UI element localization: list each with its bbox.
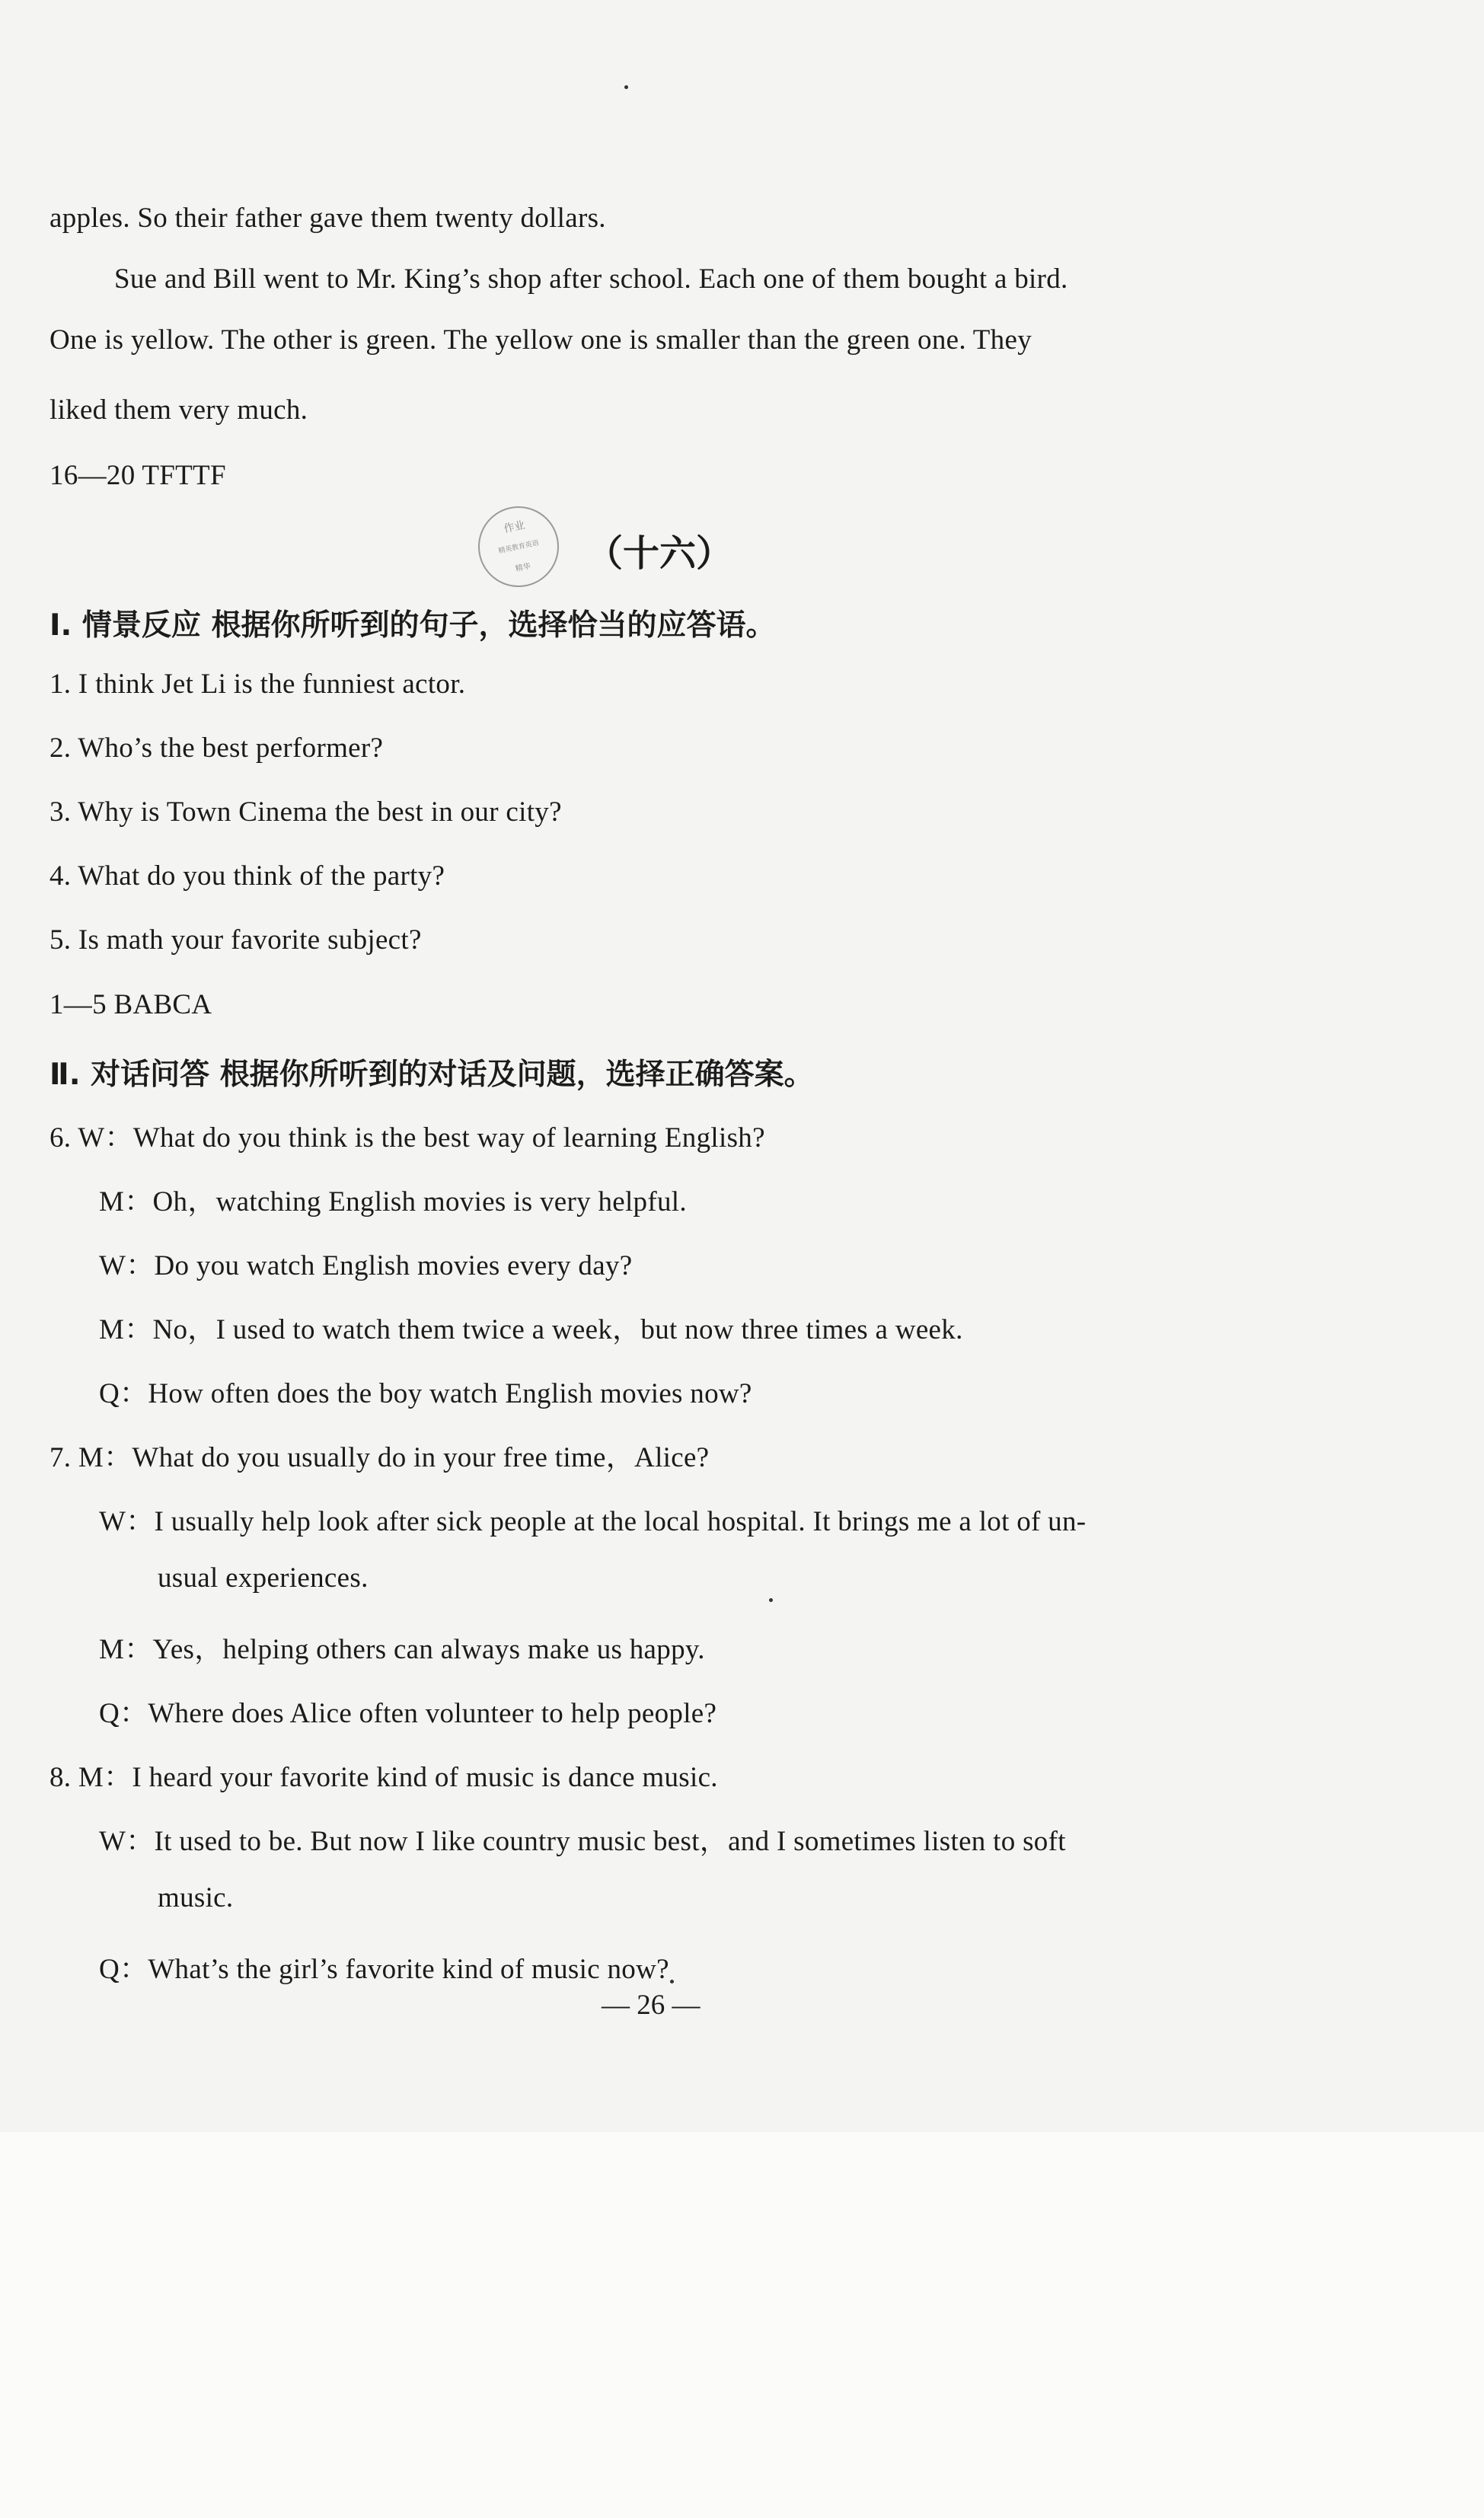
text-line: One is yellow. The other is green. The yellow one is smaller than the green one. They bbox=[49, 324, 1032, 356]
question-item: 1. I think Jet Li is the funniest actor. bbox=[49, 669, 466, 700]
blank-margin bbox=[0, 2132, 1484, 2518]
dialogue-line: 7. M：What do you usually do in your free time，Alice? bbox=[49, 1442, 710, 1473]
text-line: Sue and Bill went to Mr. King’s shop after school. Each one of them bought a bird. bbox=[114, 263, 1068, 295]
speck bbox=[624, 85, 628, 89]
dialogue-line: M：No，I used to watch them twice a week，but now three times a week. bbox=[99, 1314, 963, 1345]
seal-text: 作业 bbox=[503, 519, 526, 536]
dialogue-line: W：Do you watch English movies every day? bbox=[99, 1250, 633, 1281]
seal-text: 精华 bbox=[515, 562, 531, 574]
text-line: apples. So their father gave them twenty dollars. bbox=[49, 203, 606, 234]
question-item: 5. Is math your favorite subject? bbox=[49, 924, 422, 956]
seal-stamp bbox=[471, 499, 566, 595]
answer-line: 16—20 TFTTF bbox=[49, 460, 226, 491]
part2-heading: Ⅱ. 对话问答 根据你所听到的对话及问题，选择正确答案。 bbox=[49, 1058, 814, 1092]
seal-text: 精英教育英语 bbox=[497, 539, 540, 556]
question-item: 2. Who’s the best performer? bbox=[49, 732, 384, 764]
section-title: （十六） bbox=[586, 532, 733, 575]
question-item: 3. Why is Town Cinema the best in our city? bbox=[49, 796, 562, 828]
page-number: — 26 — bbox=[602, 1990, 701, 2021]
speck bbox=[769, 1598, 773, 1602]
part1-heading: Ⅰ. 情景反应 根据你所听到的句子，选择恰当的应答语。 bbox=[49, 608, 776, 643]
speck bbox=[670, 1980, 674, 1983]
dialogue-line: M：Oh，watching English movies is very helpful. bbox=[99, 1186, 687, 1218]
dialogue-line: Q：What’s the girl’s favorite kind of music now? bbox=[99, 1954, 669, 1985]
dialogue-line: 8. M：I heard your favorite kind of music is dance music. bbox=[49, 1762, 718, 1793]
dialogue-line: Q：Where does Alice often volunteer to help people? bbox=[99, 1698, 717, 1729]
dialogue-line: usual experiences. bbox=[158, 1562, 369, 1594]
dialogue-line: W：It used to be. But now I like country music best，and I sometimes listen to soft bbox=[99, 1826, 1066, 1857]
dialogue-line: M：Yes，helping others can always make us happy. bbox=[99, 1634, 705, 1665]
dialogue-line: 6. W：What do you think is the best way of learning English? bbox=[49, 1122, 765, 1154]
question-item: 4. What do you think of the party? bbox=[49, 860, 445, 892]
dialogue-line: Q：How often does the boy watch English movies now? bbox=[99, 1378, 752, 1409]
answer-line: 1—5 BABCA bbox=[49, 989, 212, 1020]
dialogue-line: music. bbox=[158, 1882, 234, 1913]
dialogue-line: W：I usually help look after sick people at the local hospital. It brings me a lot of un- bbox=[99, 1506, 1087, 1537]
text-line: liked them very much. bbox=[49, 394, 308, 426]
